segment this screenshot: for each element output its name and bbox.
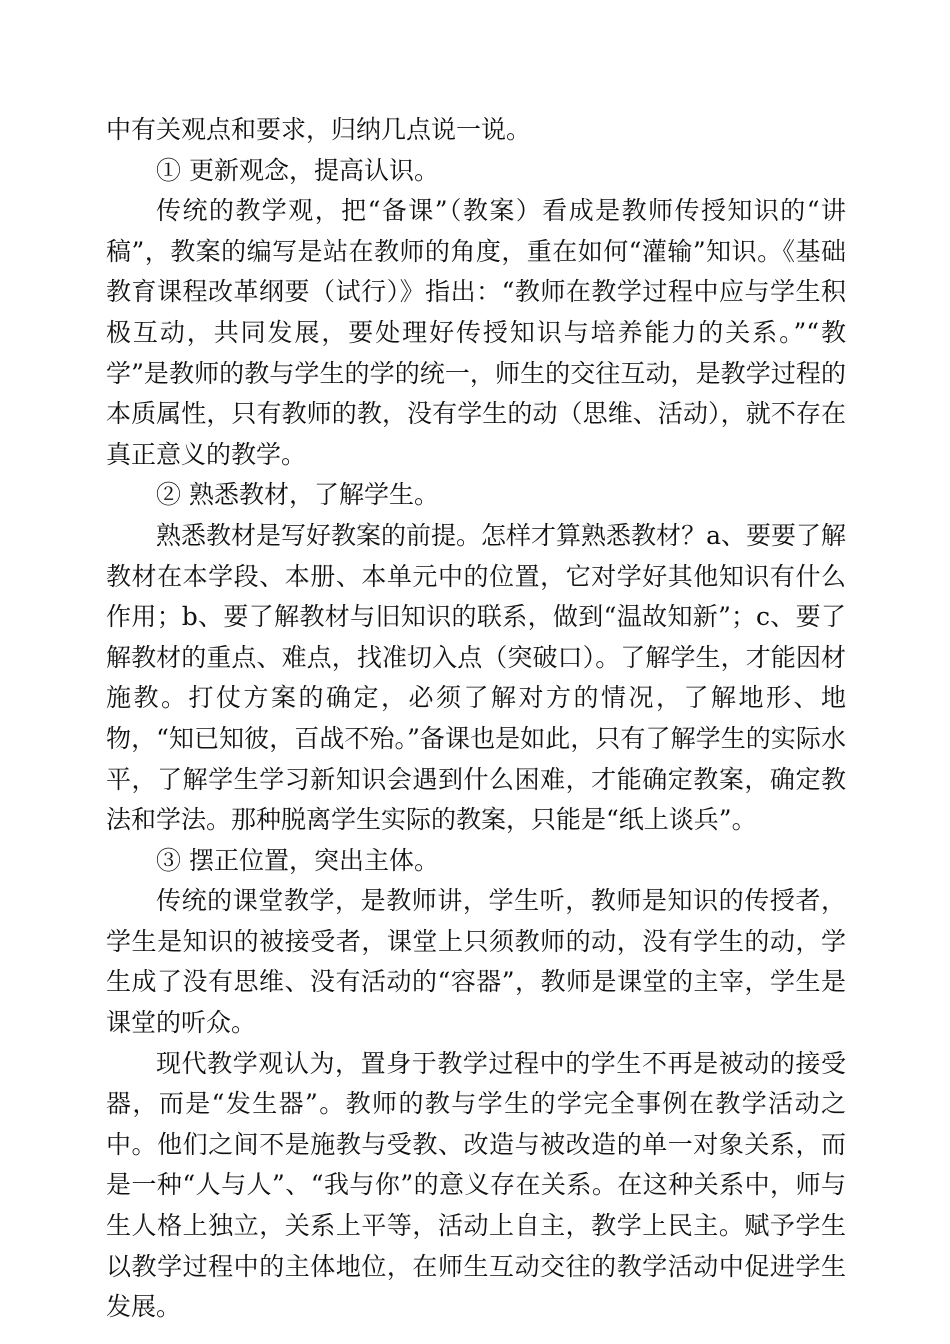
paragraph-traditional-classroom: 传统的课堂教学，是教师讲，学生听，教师是知识的传授者，学生是知识的被接受者，课堂上只须教师的动，没有学生的动，学生成了没有思维、没有活动的“容器”，教师是课堂的主宰，学生是课堂的听众。 [106,886,846,1038]
point-heading-2: ② 熟悉教材，了解学生。 [156,480,439,510]
point-heading-3: ③ 摆正位置，突出主体。 [156,845,439,875]
point-heading-1: ① 更新观念，提高认识。 [156,155,439,185]
paragraph-continuation: 中有关观点和要求，归纳几点说一说。 [106,115,532,144]
paragraph-modern-view: 现代教学观认为，置身于教学过程中的学生不再是被动的接受器，而是“发生器”。教师的教与学生的学完全事例在教学活动之中。他们之间不是施教与受教、改造与被改造的单一对象关系，而是一种“人与人”、“我与你”的意义存在关系。在这种关系中，师与生人格上独立，关系上平等，活动上自主，教学上民主。赋予学生以教学过程中的主体地位，在师生互动交往的教学活动中促进学生发展。 [106,1048,846,1322]
paragraph-know-materials: 熟悉教材是写好教案的前提。怎样才算熟悉教材？a、要要了解教材在本学段、本册、本单元中的位置，它对学好其他知识有什么作用；b、要了解教材与旧知识的联系，做到“温故知新”；c、要了解教材的重点、难点，找准切入点（突破口）。了解学生，才能因材施教。打仗方案的确定，必须了解对方的情况，了解地形、地物，“知已知彼，百战不殆。”备课也是如此，只有了解学生的实际水平，了解学生学习新知识会遇到什么困难，才能确定教案，确定教法和学法。那种脱离学生实际的教案，只能是“纸上谈兵”。 [106,520,846,835]
paragraph-traditional-view: 传统的教学观，把“备课”（教案）看成是教师传授知识的“讲稿”，教案的编写是站在教师的角度，重在如何“灌输”知识。《基础教育课程改革纲要（试行）》指出：“教师在教学过程中应与学生积极互动，共同发展，要处理好传授知识与培养能力的关系。”“教学”是教师的教与学生的学的统一，师生的交往互动，是教学过程的本质属性，只有教师的教，没有学生的动（思维、活动），就不存在真正意义的教学。 [106,196,846,469]
document-body [106,110,846,1328]
